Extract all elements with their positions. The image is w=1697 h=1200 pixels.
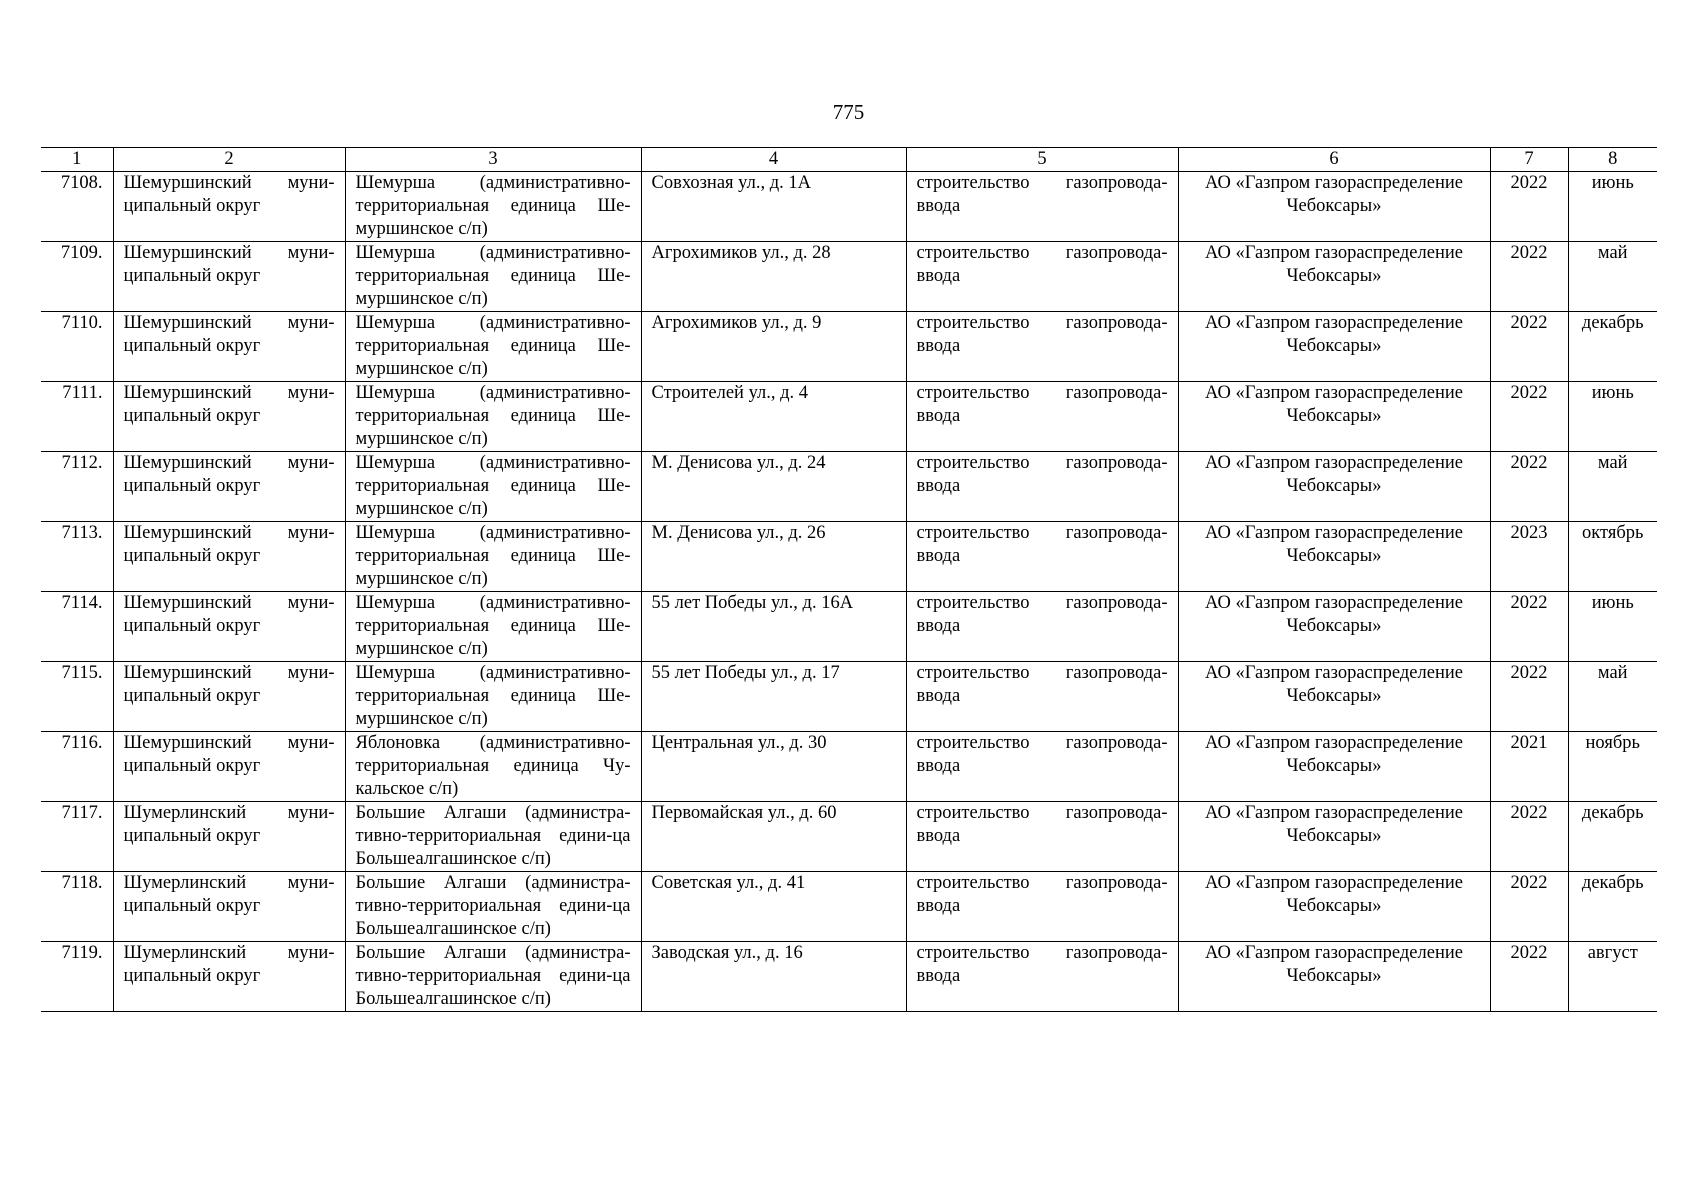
organization-cell: АО «Газпром газораспределение Чебоксары» (1178, 732, 1490, 802)
work-type-cell: строительство газопровода-ввода (906, 732, 1178, 802)
address-cell: М. Денисова ул., д. 24 (641, 452, 906, 522)
table-row (41, 872, 1657, 942)
table-row (41, 592, 1657, 662)
address-cell: М. Денисова ул., д. 26 (641, 522, 906, 592)
district-cell: Шемуршинский муни-ципальный округ (113, 522, 345, 592)
column-header: 6 (1178, 148, 1490, 172)
row-number: 7113. (41, 522, 113, 592)
settlement-cell: Шемурша (административно-территориальная единица Ше-муршинское с/п) (345, 172, 641, 242)
organization-cell: АО «Газпром газораспределение Чебоксары» (1178, 592, 1490, 662)
month-cell: май (1568, 662, 1657, 732)
table-row (41, 732, 1657, 802)
column-header: 3 (345, 148, 641, 172)
month-cell: май (1568, 452, 1657, 522)
year-cell: 2022 (1490, 592, 1568, 662)
address-cell: 55 лет Победы ул., д. 17 (641, 662, 906, 732)
settlement-cell: Шемурша (административно-территориальная единица Ше-муршинское с/п) (345, 592, 641, 662)
work-type-cell: строительство газопровода-ввода (906, 452, 1178, 522)
row-number: 7118. (41, 872, 113, 942)
row-number: 7119. (41, 942, 113, 1012)
work-type-cell: строительство газопровода-ввода (906, 172, 1178, 242)
district-cell: Шемуршинский муни-ципальный округ (113, 382, 345, 452)
month-cell: ноябрь (1568, 732, 1657, 802)
organization-cell: АО «Газпром газораспределение Чебоксары» (1178, 172, 1490, 242)
gas-pipeline-registry-table (41, 147, 1657, 1012)
year-cell: 2022 (1490, 942, 1568, 1012)
organization-cell: АО «Газпром газораспределение Чебоксары» (1178, 242, 1490, 312)
table-row (41, 382, 1657, 452)
table-row (41, 242, 1657, 312)
row-number: 7117. (41, 802, 113, 872)
address-cell: Агрохимиков ул., д. 28 (641, 242, 906, 312)
work-type-cell: строительство газопровода-ввода (906, 242, 1178, 312)
work-type-cell: строительство газопровода-ввода (906, 662, 1178, 732)
work-type-cell: строительство газопровода-ввода (906, 312, 1178, 382)
month-cell: июнь (1568, 382, 1657, 452)
month-cell: июнь (1568, 172, 1657, 242)
organization-cell: АО «Газпром газораспределение Чебоксары» (1178, 452, 1490, 522)
district-cell: Шемуршинский муни-ципальный округ (113, 732, 345, 802)
settlement-cell: Большие Алгаши (администра-тивно-территориальная едини-ца Большеалгашинское с/п) (345, 872, 641, 942)
work-type-cell: строительство газопровода-ввода (906, 802, 1178, 872)
table-row (41, 802, 1657, 872)
month-cell: декабрь (1568, 802, 1657, 872)
table-row (41, 452, 1657, 522)
year-cell: 2022 (1490, 802, 1568, 872)
row-number: 7111. (41, 382, 113, 452)
district-cell: Шемуршинский муни-ципальный округ (113, 662, 345, 732)
year-cell: 2022 (1490, 452, 1568, 522)
organization-cell: АО «Газпром газораспределение Чебоксары» (1178, 942, 1490, 1012)
year-cell: 2022 (1490, 242, 1568, 312)
district-cell: Шемуршинский муни-ципальный округ (113, 172, 345, 242)
organization-cell: АО «Газпром газораспределение Чебоксары» (1178, 382, 1490, 452)
page-number: 775 (832, 100, 865, 124)
organization-cell: АО «Газпром газораспределение Чебоксары» (1178, 312, 1490, 382)
district-cell: Шумерлинский муни-ципальный округ (113, 802, 345, 872)
row-number: 7116. (41, 732, 113, 802)
row-number: 7110. (41, 312, 113, 382)
settlement-cell: Шемурша (административно-территориальная единица Ше-муршинское с/п) (345, 382, 641, 452)
column-header: 7 (1490, 148, 1568, 172)
settlement-cell: Шемурша (административно-территориальная единица Ше-муршинское с/п) (345, 452, 641, 522)
work-type-cell: строительство газопровода-ввода (906, 522, 1178, 592)
table-body (41, 172, 1657, 1012)
organization-cell: АО «Газпром газораспределение Чебоксары» (1178, 522, 1490, 592)
address-cell: Строителей ул., д. 4 (641, 382, 906, 452)
district-cell: Шемуршинский муни-ципальный округ (113, 452, 345, 522)
district-cell: Шумерлинский муни-ципальный округ (113, 872, 345, 942)
column-number-row (41, 148, 1657, 172)
address-cell: Первомайская ул., д. 60 (641, 802, 906, 872)
year-cell: 2022 (1490, 172, 1568, 242)
district-cell: Шемуршинский муни-ципальный округ (113, 592, 345, 662)
year-cell: 2022 (1490, 312, 1568, 382)
year-cell: 2022 (1490, 382, 1568, 452)
table-row (41, 662, 1657, 732)
month-cell: май (1568, 242, 1657, 312)
year-cell: 2023 (1490, 522, 1568, 592)
address-cell: Советская ул., д. 41 (641, 872, 906, 942)
table-row (41, 172, 1657, 242)
month-cell: июнь (1568, 592, 1657, 662)
address-cell: Совхозная ул., д. 1А (641, 172, 906, 242)
column-header: 4 (641, 148, 906, 172)
table-row (41, 942, 1657, 1012)
work-type-cell: строительство газопровода-ввода (906, 592, 1178, 662)
row-number: 7108. (41, 172, 113, 242)
row-number: 7115. (41, 662, 113, 732)
address-cell: Заводская ул., д. 16 (641, 942, 906, 1012)
year-cell: 2021 (1490, 732, 1568, 802)
work-type-cell: строительство газопровода-ввода (906, 942, 1178, 1012)
settlement-cell: Шемурша (административно-территориальная единица Ше-муршинское с/п) (345, 522, 641, 592)
work-type-cell: строительство газопровода-ввода (906, 872, 1178, 942)
month-cell: декабрь (1568, 312, 1657, 382)
column-header: 8 (1568, 148, 1657, 172)
month-cell: октябрь (1568, 522, 1657, 592)
district-cell: Шемуршинский муни-ципальный округ (113, 312, 345, 382)
organization-cell: АО «Газпром газораспределение Чебоксары» (1178, 802, 1490, 872)
year-cell: 2022 (1490, 662, 1568, 732)
settlement-cell: Яблоновка (административно-территориальная единица Чу-кальское с/п) (345, 732, 641, 802)
table-row (41, 522, 1657, 592)
row-number: 7112. (41, 452, 113, 522)
settlement-cell: Большие Алгаши (администра-тивно-территориальная едини-ца Большеалгашинское с/п) (345, 942, 641, 1012)
table-row (41, 312, 1657, 382)
address-cell: Агрохимиков ул., д. 9 (641, 312, 906, 382)
column-header: 5 (906, 148, 1178, 172)
address-cell: 55 лет Победы ул., д. 16А (641, 592, 906, 662)
district-cell: Шемуршинский муни-ципальный округ (113, 242, 345, 312)
month-cell: август (1568, 942, 1657, 1012)
year-cell: 2022 (1490, 872, 1568, 942)
address-cell: Центральная ул., д. 30 (641, 732, 906, 802)
settlement-cell: Шемурша (административно-территориальная единица Ше-муршинское с/п) (345, 662, 641, 732)
settlement-cell: Шемурша (административно-территориальная единица Ше-муршинское с/п) (345, 312, 641, 382)
row-number: 7114. (41, 592, 113, 662)
row-number: 7109. (41, 242, 113, 312)
column-header: 2 (113, 148, 345, 172)
organization-cell: АО «Газпром газораспределение Чебоксары» (1178, 662, 1490, 732)
work-type-cell: строительство газопровода-ввода (906, 382, 1178, 452)
settlement-cell: Шемурша (административно-территориальная единица Ше-муршинское с/п) (345, 242, 641, 312)
organization-cell: АО «Газпром газораспределение Чебоксары» (1178, 872, 1490, 942)
district-cell: Шумерлинский муни-ципальный округ (113, 942, 345, 1012)
settlement-cell: Большие Алгаши (администра-тивно-территориальная едини-ца Большеалгашинское с/п) (345, 802, 641, 872)
month-cell: декабрь (1568, 872, 1657, 942)
column-header: 1 (41, 148, 113, 172)
